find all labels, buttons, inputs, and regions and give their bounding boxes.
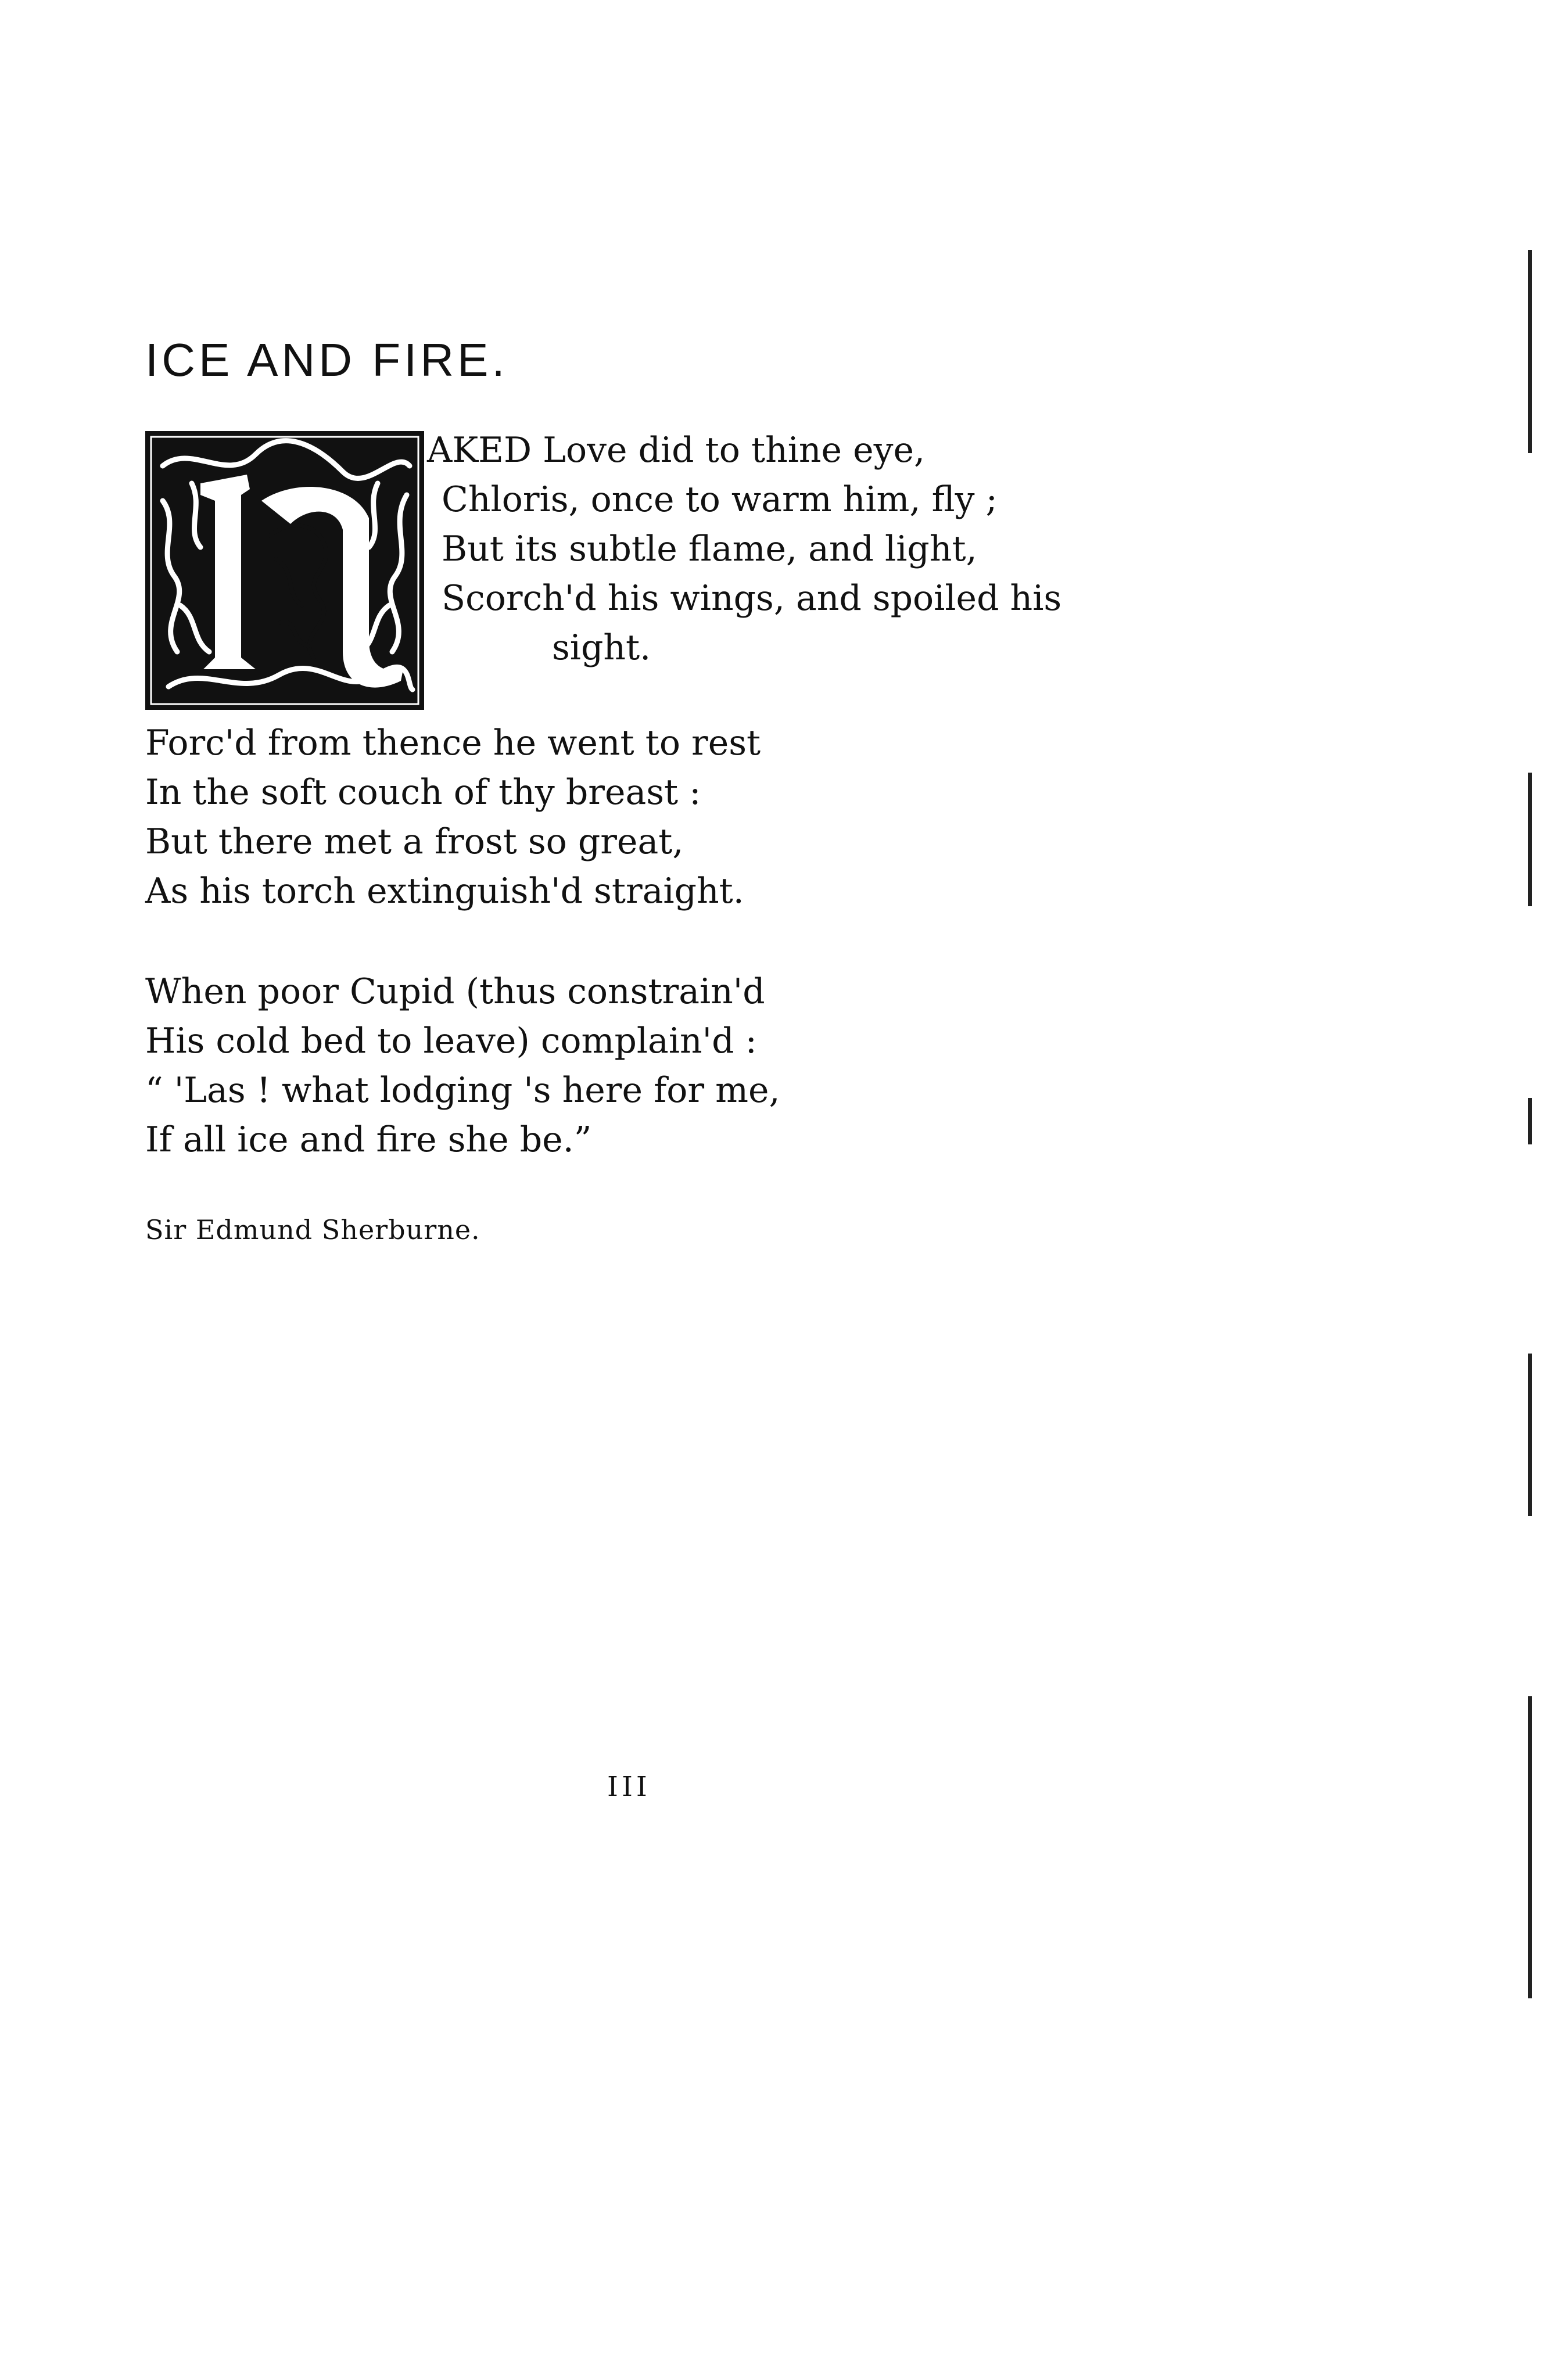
page-edge-shadow	[1528, 1098, 1532, 1144]
stanza-1	[427, 426, 1061, 673]
verse-line: Forc'd from thence he went to rest	[145, 723, 761, 763]
verse-line: His cold bed to leave) complain'd :	[145, 1021, 757, 1061]
verse-line: “ 'Las ! what lodging 's here for me,	[145, 1070, 780, 1111]
author-attribution: Sir Edmund Sherburne.	[145, 1214, 480, 1245]
verse-line: AKED Love did to thine eye,	[427, 430, 926, 471]
page-edge-shadow	[1528, 1354, 1532, 1516]
verse-line: sight.	[552, 627, 651, 668]
verse-line: If all ice and fire she be.”	[145, 1119, 592, 1160]
verse-line: Scorch'd his wings, and spoiled his	[442, 578, 1062, 619]
page-edge-shadow	[1528, 250, 1532, 453]
verse-line: Chloris, once to warm him, fly ;	[442, 479, 998, 520]
verse-line: In the soft couch of thy breast :	[145, 772, 701, 813]
page-edge-shadow	[1528, 1696, 1532, 1998]
verse-line: When poor Cupid (thus constrain'd	[145, 971, 765, 1012]
verse-line: But there met a frost so great,	[145, 821, 684, 862]
decorated-initial-n-icon	[145, 431, 424, 710]
verse-line: But its subtle flame, and light,	[442, 529, 977, 569]
poem-title: ICE AND FIRE.	[145, 334, 508, 386]
page-number: III	[607, 1771, 651, 1803]
page-edge-shadow	[1528, 773, 1532, 906]
stanza-2	[145, 719, 761, 916]
stanza-3	[145, 967, 780, 1165]
verse-line: As his torch extinguish'd straight.	[145, 871, 744, 911]
